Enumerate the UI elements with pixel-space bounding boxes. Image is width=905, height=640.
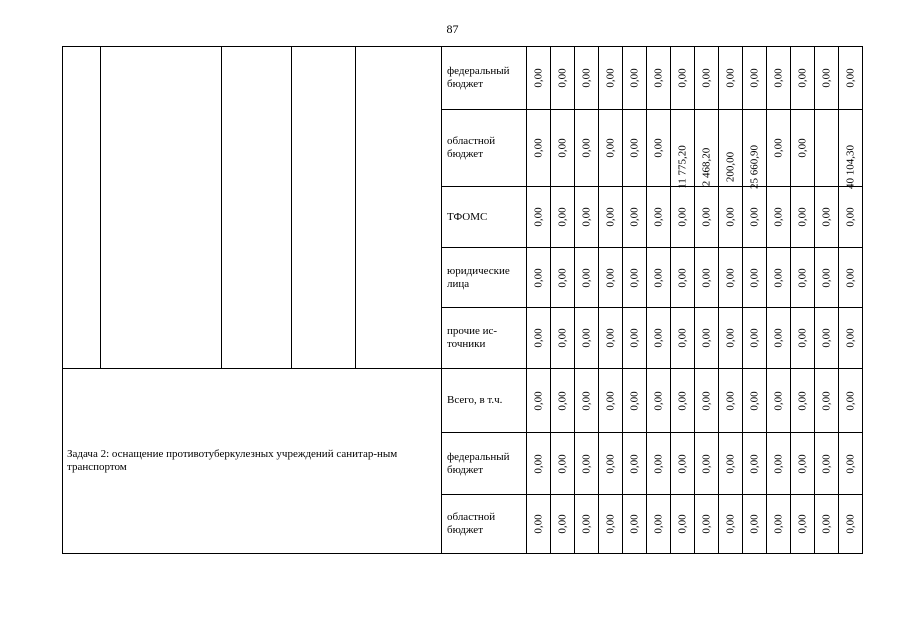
- value-text: 0,00: [580, 453, 592, 474]
- value-cell: [647, 187, 671, 248]
- value-cell: [815, 248, 839, 308]
- value-cell: [695, 369, 719, 433]
- value-text: 0,00: [628, 138, 640, 158]
- value-text: 0,00: [556, 68, 568, 88]
- funding-source: областной бюджет: [442, 495, 527, 554]
- value-cell: [743, 308, 767, 369]
- value-cell: [695, 433, 719, 495]
- value-text: 0,00: [604, 514, 616, 534]
- value-cell: [791, 248, 815, 308]
- value-cell: [839, 433, 863, 495]
- value-text: 0,00: [580, 514, 592, 534]
- value-text: 0,00: [724, 453, 736, 474]
- value-text: 40 104,30: [844, 145, 856, 189]
- value-text: 0,00: [820, 328, 832, 348]
- value-text: 0,00: [628, 514, 640, 534]
- value-text: 0,00: [652, 514, 664, 534]
- value-cell: [791, 110, 815, 187]
- value-cell: [767, 47, 791, 110]
- value-text: 0,00: [724, 267, 736, 288]
- value-text: 0,00: [556, 390, 568, 411]
- value-cell: [791, 369, 815, 433]
- value-cell: [839, 110, 863, 187]
- empty-cell: [292, 47, 356, 369]
- value-text: 0,00: [724, 207, 736, 227]
- task-description: Задача 2: оснащение противотуберкулезных учреждений санитар-ным транспортом: [63, 369, 442, 554]
- value-text: 0,00: [700, 267, 712, 288]
- value-text: 2 468,20: [700, 147, 712, 187]
- value-cell: [743, 248, 767, 308]
- value-cell: [815, 433, 839, 495]
- value-cell: [743, 433, 767, 495]
- value-cell: [743, 47, 767, 110]
- value-cell: [551, 110, 575, 187]
- value-text: 0,00: [628, 453, 640, 474]
- value-cell: [791, 308, 815, 369]
- value-text: 0,00: [676, 267, 688, 288]
- value-cell: [527, 248, 551, 308]
- value-text: 0,00: [532, 207, 544, 227]
- value-text: 0,00: [532, 328, 544, 348]
- value-text: 0,00: [796, 207, 808, 227]
- value-cell: [695, 308, 719, 369]
- value-text: 0,00: [604, 68, 616, 88]
- value-cell: [695, 110, 719, 187]
- value-text: 0,00: [676, 328, 688, 348]
- value-cell: [743, 110, 767, 187]
- value-text: 0,00: [628, 207, 640, 227]
- value-cell: [815, 47, 839, 110]
- value-cell: [647, 47, 671, 110]
- value-cell: [575, 47, 599, 110]
- value-text: 0,00: [676, 207, 688, 227]
- value-text: 0,00: [532, 267, 544, 288]
- value-cell: [695, 248, 719, 308]
- value-text: 0,00: [580, 207, 592, 227]
- value-cell: [551, 495, 575, 554]
- value-cell: [815, 495, 839, 554]
- value-text: 0,00: [772, 453, 784, 474]
- value-text: 0,00: [748, 328, 760, 348]
- value-cell: [599, 187, 623, 248]
- value-cell: [719, 369, 743, 433]
- value-text: 0,00: [652, 453, 664, 474]
- value-cell: [839, 495, 863, 554]
- value-cell: [743, 187, 767, 248]
- value-cell: [551, 248, 575, 308]
- value-cell: [647, 433, 671, 495]
- value-cell: [647, 369, 671, 433]
- value-text: 0,00: [772, 68, 784, 88]
- value-text: 0,00: [652, 390, 664, 411]
- value-text: 0,00: [628, 390, 640, 411]
- value-text: 0,00: [556, 207, 568, 227]
- value-cell: [815, 187, 839, 248]
- value-cell: [599, 495, 623, 554]
- value-text: 0,00: [748, 207, 760, 227]
- value-cell: [575, 433, 599, 495]
- empty-cell: [356, 47, 442, 369]
- value-cell: [719, 47, 743, 110]
- value-text: 0,00: [580, 390, 592, 411]
- value-cell: [743, 369, 767, 433]
- value-text: 0,00: [844, 328, 856, 348]
- value-cell: [695, 187, 719, 248]
- value-text: 0,00: [820, 453, 832, 474]
- value-text: 0,00: [748, 267, 760, 288]
- value-text: 0,00: [844, 207, 856, 227]
- value-cell: [671, 248, 695, 308]
- value-cell: [791, 495, 815, 554]
- value-cell: [575, 110, 599, 187]
- value-text: 0,00: [796, 267, 808, 288]
- value-cell: [719, 433, 743, 495]
- value-text: 0,00: [604, 328, 616, 348]
- empty-cell: [101, 47, 222, 369]
- value-text: 0,00: [580, 267, 592, 288]
- value-text: 0,00: [676, 453, 688, 474]
- value-text: 0,00: [820, 267, 832, 288]
- value-text: 0,00: [556, 328, 568, 348]
- value-text: 0,00: [844, 267, 856, 288]
- value-text: 0,00: [628, 328, 640, 348]
- value-text: 0,00: [700, 514, 712, 534]
- value-cell: [575, 248, 599, 308]
- value-cell: [623, 369, 647, 433]
- value-text: 0,00: [556, 138, 568, 158]
- value-cell: [599, 47, 623, 110]
- value-cell: [767, 433, 791, 495]
- value-text: 0,00: [844, 390, 856, 411]
- value-cell: [791, 433, 815, 495]
- value-text: 0,00: [748, 68, 760, 88]
- value-cell: [791, 47, 815, 110]
- value-cell: [743, 495, 767, 554]
- value-cell: [839, 47, 863, 110]
- value-cell: [719, 110, 743, 187]
- value-text: 0,00: [676, 514, 688, 534]
- value-text: 200,00: [724, 151, 736, 183]
- value-cell: [671, 47, 695, 110]
- value-cell: [815, 308, 839, 369]
- empty-cell: [222, 47, 292, 369]
- value-text: 0,00: [652, 68, 664, 88]
- value-text: 0,00: [796, 68, 808, 88]
- value-cell: [575, 495, 599, 554]
- value-cell: [647, 495, 671, 554]
- value-cell: [839, 308, 863, 369]
- value-text: 0,00: [724, 514, 736, 534]
- value-cell: [719, 495, 743, 554]
- value-cell: [599, 433, 623, 495]
- value-cell: [647, 110, 671, 187]
- value-text: 0,00: [652, 138, 664, 158]
- value-text: 0,00: [724, 328, 736, 348]
- value-text: 0,00: [604, 138, 616, 158]
- value-text: 0,00: [676, 390, 688, 411]
- value-cell: [575, 308, 599, 369]
- value-cell: [551, 308, 575, 369]
- value-cell: [671, 308, 695, 369]
- value-cell: [527, 110, 551, 187]
- value-cell: [623, 495, 647, 554]
- value-cell: [551, 433, 575, 495]
- value-cell: [527, 495, 551, 554]
- value-text: 0,00: [604, 453, 616, 474]
- value-cell: [599, 369, 623, 433]
- value-text: 11 775,20: [676, 145, 688, 189]
- page-number: 87: [446, 22, 459, 36]
- value-cell: [527, 308, 551, 369]
- value-text: 0,00: [772, 138, 784, 158]
- value-text: 0,00: [772, 267, 784, 288]
- value-text: 0,00: [796, 453, 808, 474]
- value-text: 0,00: [700, 68, 712, 88]
- value-text: 0,00: [652, 267, 664, 288]
- value-cell: [575, 369, 599, 433]
- value-text: 0,00: [820, 390, 832, 411]
- value-cell: [575, 187, 599, 248]
- value-text: 0,00: [628, 267, 640, 288]
- value-cell: [719, 187, 743, 248]
- value-cell: [767, 369, 791, 433]
- value-text: 0,00: [844, 514, 856, 534]
- value-cell: [839, 369, 863, 433]
- value-text: 0,00: [820, 68, 832, 88]
- value-cell: [527, 433, 551, 495]
- value-cell: [551, 369, 575, 433]
- value-text: 0,00: [604, 390, 616, 411]
- value-text: 0,00: [820, 514, 832, 534]
- value-cell: [815, 369, 839, 433]
- table-row: [63, 47, 863, 110]
- value-cell: [527, 369, 551, 433]
- value-text: 0,00: [604, 207, 616, 227]
- value-cell: [671, 187, 695, 248]
- value-cell: [623, 47, 647, 110]
- value-cell: [671, 369, 695, 433]
- value-text: 0,00: [652, 207, 664, 227]
- value-cell: [671, 110, 695, 187]
- value-cell: [719, 248, 743, 308]
- value-cell: [815, 110, 839, 187]
- value-text: 0,00: [556, 267, 568, 288]
- value-text: 0,00: [772, 328, 784, 348]
- value-cell: [599, 308, 623, 369]
- value-text: 0,00: [628, 68, 640, 88]
- value-cell: [551, 187, 575, 248]
- value-cell: [767, 308, 791, 369]
- value-text: 0,00: [532, 138, 544, 158]
- value-text: 0,00: [604, 267, 616, 288]
- value-text: 0,00: [532, 453, 544, 474]
- budget-table: [62, 46, 863, 554]
- value-text: 0,00: [796, 514, 808, 534]
- value-cell: [623, 308, 647, 369]
- value-cell: [767, 110, 791, 187]
- value-text: 0,00: [748, 453, 760, 474]
- value-text: 0,00: [772, 207, 784, 227]
- value-cell: [695, 47, 719, 110]
- value-cell: [527, 187, 551, 248]
- value-text: 25 660,90: [748, 145, 760, 189]
- value-cell: [767, 187, 791, 248]
- value-text: 0,00: [532, 390, 544, 411]
- table-row: [63, 369, 863, 433]
- funding-source: федеральный бюджет: [442, 47, 527, 110]
- value-text: 0,00: [580, 328, 592, 348]
- funding-source: прочие ис-точники: [442, 308, 527, 369]
- value-text: 0,00: [772, 390, 784, 411]
- value-text: 0,00: [580, 138, 592, 158]
- value-cell: [623, 248, 647, 308]
- value-text: 0,00: [532, 514, 544, 534]
- value-text: 0,00: [700, 390, 712, 411]
- value-text: 0,00: [700, 207, 712, 227]
- value-cell: [647, 308, 671, 369]
- value-text: 0,00: [748, 390, 760, 411]
- value-cell: [671, 433, 695, 495]
- value-text: 0,00: [580, 68, 592, 88]
- funding-source: федеральный бюджет: [442, 433, 527, 495]
- funding-source: юридические лица: [442, 248, 527, 308]
- value-text: 0,00: [820, 207, 832, 227]
- value-text: 0,00: [724, 390, 736, 411]
- value-cell: [671, 495, 695, 554]
- value-cell: [623, 110, 647, 187]
- value-text: 0,00: [844, 453, 856, 474]
- value-cell: [551, 47, 575, 110]
- value-cell: [599, 248, 623, 308]
- value-text: 0,00: [556, 514, 568, 534]
- value-text: 0,00: [676, 68, 688, 88]
- funding-source: областной бюджет: [442, 110, 527, 187]
- value-cell: [695, 495, 719, 554]
- value-cell: [527, 47, 551, 110]
- value-cell: [719, 308, 743, 369]
- value-text: 0,00: [652, 328, 664, 348]
- value-text: 0,00: [556, 453, 568, 474]
- value-text: 0,00: [796, 328, 808, 348]
- value-text: 0,00: [844, 68, 856, 88]
- value-cell: [839, 248, 863, 308]
- value-cell: [599, 110, 623, 187]
- value-cell: [767, 495, 791, 554]
- funding-source: Всего, в т.ч.: [442, 369, 527, 433]
- value-cell: [839, 187, 863, 248]
- value-text: 0,00: [724, 68, 736, 88]
- value-text: 0,00: [796, 390, 808, 411]
- value-cell: [647, 248, 671, 308]
- value-text: 0,00: [700, 328, 712, 348]
- value-cell: [623, 187, 647, 248]
- empty-cell: [63, 47, 101, 369]
- value-cell: [791, 187, 815, 248]
- value-cell: [623, 433, 647, 495]
- funding-source: ТФОМС: [442, 187, 527, 248]
- value-text: 0,00: [772, 514, 784, 534]
- value-text: 0,00: [532, 68, 544, 88]
- value-text: 0,00: [748, 514, 760, 534]
- value-text: 0,00: [796, 138, 808, 158]
- value-cell: [767, 248, 791, 308]
- value-text: 0,00: [700, 453, 712, 474]
